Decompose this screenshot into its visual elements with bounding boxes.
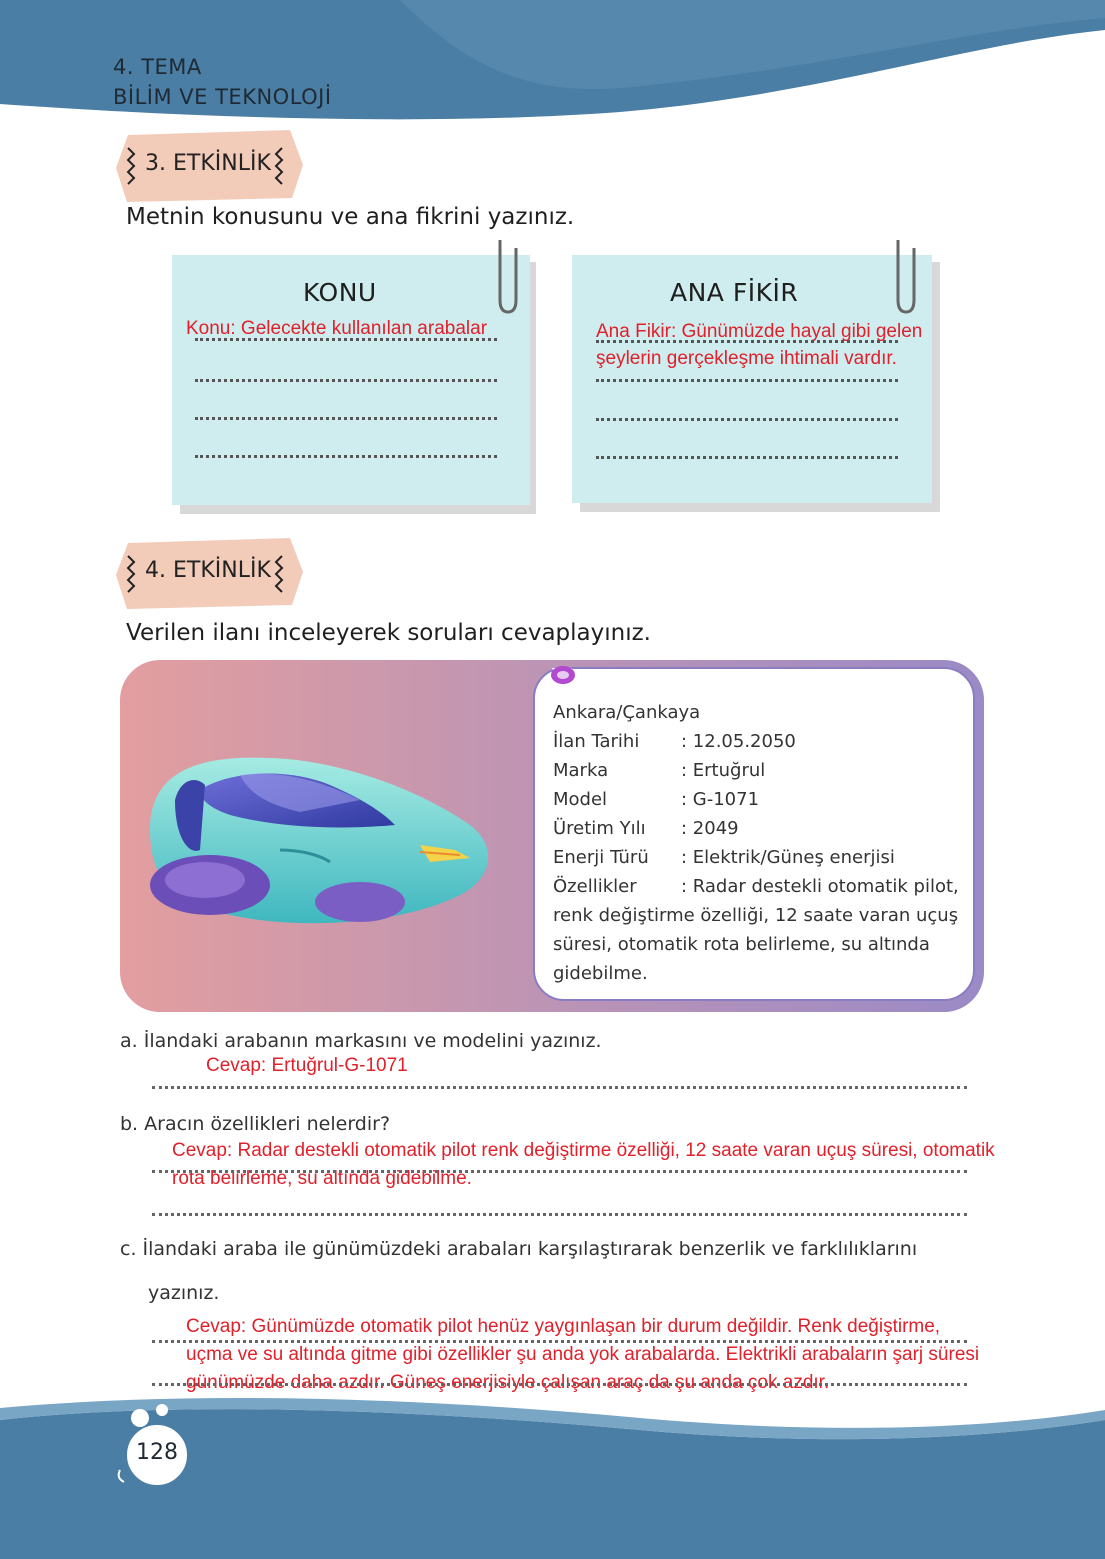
question-a: a. İlandaki arabanın markasını ve modelini yazınız.	[120, 1030, 602, 1052]
answer-c-line-1	[152, 1340, 967, 1343]
ad-model-row	[553, 789, 759, 810]
answer-c-line2: uçma ve su altında gitme gibi özellikler şu anda yok arabalarda. Elektrikli arabaların şarj süresi	[186, 1344, 980, 1365]
anafikir-line-4	[596, 456, 898, 459]
konu-line-1	[195, 338, 497, 341]
question-b: b. Aracın özellikleri nelerdir?	[120, 1113, 391, 1135]
anafikir-title: ANA FİKİR	[670, 278, 799, 307]
theme-title: BİLİM VE TEKNOLOJİ	[113, 85, 332, 109]
ad-features-line2: renk değiştirme özelliği, 12 saate varan uçuş	[553, 905, 959, 926]
ad-energy-value: : Elektrik/Güneş enerjisi	[681, 847, 895, 868]
ad-date-label: İlan Tarihi	[553, 731, 640, 752]
ad-date-row	[553, 731, 796, 752]
anafikir-answer-line2: şeylerin gerçekleşme ihtimali vardır.	[596, 348, 897, 369]
ad-location: Ankara/Çankaya	[553, 702, 701, 723]
answer-c-line1: Cevap: Günümüzde otomatik pilot henüz yaygınlaşan bir durum değildir. Renk değiştirme,	[186, 1316, 941, 1337]
ad-features-row	[553, 876, 959, 897]
ad-energy-label: Enerji Türü	[553, 847, 649, 868]
activity3-badge: 3. ETKİNLİK	[145, 151, 271, 176]
ad-features-line4: gidebilme.	[553, 963, 648, 984]
ad-brand-label: Marka	[553, 760, 609, 781]
activity4-badge: 4. ETKİNLİK	[145, 558, 271, 583]
ad-features-line3: süresi, otomatik rota belirleme, su altında	[553, 934, 930, 955]
question-c-line2: yazınız.	[148, 1282, 220, 1304]
anafikir-line-1	[596, 340, 898, 343]
ad-year-value: : 2049	[681, 818, 739, 839]
answer-b-line-2	[152, 1213, 967, 1216]
ad-model-label: Model	[553, 789, 608, 810]
konu-line-4	[195, 455, 497, 458]
answer-b-line-1	[152, 1170, 967, 1173]
konu-line-3	[195, 417, 497, 420]
question-c-line1: c. İlandaki araba ile günümüzdeki arabaları karşılaştırarak benzerlik ve farklılıklarını	[120, 1238, 918, 1260]
answer-b-line1: Cevap: Radar destekli otomatik pilot renk değiştirme özelliği, 12 saate varan uçuş süresi, otomatik	[172, 1140, 995, 1161]
anafikir-line-2	[596, 379, 898, 382]
anafikir-answer-line1: Ana Fikir: Günümüzde hayal gibi gelen	[596, 321, 923, 342]
answer-c-line3: günümüzde daha azdır. Güneş enerjisiyle çalışan araç da şu anda çok azdır.	[186, 1372, 830, 1393]
ad-date-value: : 12.05.2050	[681, 731, 796, 752]
ad-brand-row	[553, 760, 765, 781]
konu-line-2	[195, 379, 497, 382]
ad-year-row	[553, 818, 739, 839]
ad-model-value: : G-1071	[681, 789, 760, 810]
ad-energy-row	[553, 847, 895, 868]
theme-number: 4. TEMA	[113, 55, 202, 79]
ad-brand-value: : Ertuğrul	[681, 760, 766, 781]
ad-features-label: Özellikler	[553, 876, 637, 897]
ad-year-label: Üretim Yılı	[553, 818, 646, 839]
konu-answer: Konu: Gelecekte kullanılan arabalar	[186, 318, 488, 339]
anafikir-line-3	[596, 418, 898, 421]
ad-features-line1: : Radar destekli otomatik pilot,	[681, 876, 959, 897]
page-number: 128	[136, 1440, 178, 1465]
answer-a: Cevap: Ertuğrul-G-1071	[206, 1055, 408, 1076]
konu-title: KONU	[303, 278, 377, 307]
activity3-instruction: Metnin konusunu ve ana fikrini yazınız.	[126, 204, 575, 230]
answer-b-line2: rota belirleme, su altında gidebilme.	[172, 1168, 472, 1189]
answer-c-line-2	[152, 1383, 967, 1386]
answer-a-line	[152, 1086, 967, 1089]
activity4-instruction: Verilen ilanı inceleyerek soruları cevaplayınız.	[126, 620, 651, 646]
